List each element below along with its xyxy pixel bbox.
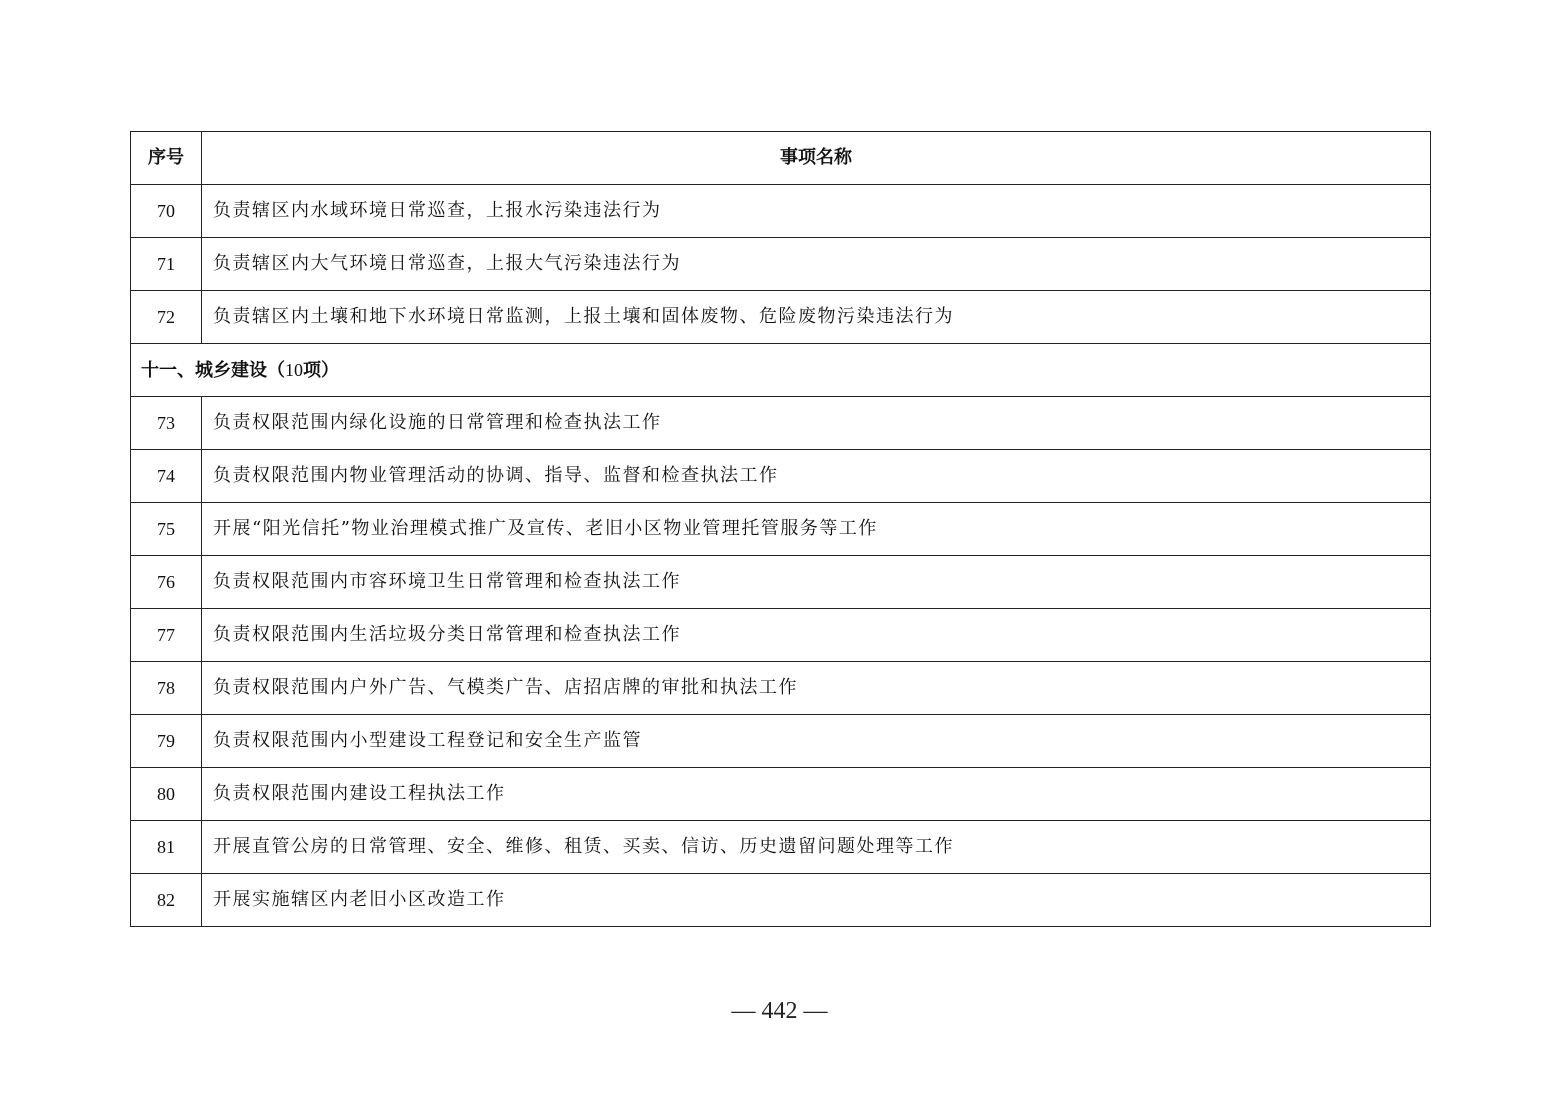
table-row <box>131 238 1431 291</box>
section-count: 10 <box>285 359 303 380</box>
table-row <box>131 185 1431 238</box>
row-name: 负责辖区内水域环境日常巡查，上报水污染违法行为 <box>202 185 1431 238</box>
row-name: 负责权限范围内小型建设工程登记和安全生产监管 <box>202 715 1431 768</box>
row-seq: 81 <box>131 821 202 874</box>
table-row <box>131 450 1431 503</box>
row-seq: 71 <box>131 238 202 291</box>
section-title <box>131 344 1431 397</box>
table-row <box>131 662 1431 715</box>
table-body <box>131 185 1431 927</box>
table-row <box>131 768 1431 821</box>
items-table <box>130 131 1431 927</box>
row-name: 负责权限范围内市容环境卫生日常管理和检查执法工作 <box>202 556 1431 609</box>
table-row <box>131 397 1431 450</box>
table-row <box>131 609 1431 662</box>
page-number: — 442 — <box>731 998 828 1024</box>
table-header-row <box>131 132 1431 185</box>
row-seq: 72 <box>131 291 202 344</box>
row-seq: 80 <box>131 768 202 821</box>
row-name: 负责辖区内土壤和地下水环境日常监测，上报土壤和固体废物、危险废物污染违法行为 <box>202 291 1431 344</box>
table-row <box>131 291 1431 344</box>
row-name: 负责权限范围内生活垃圾分类日常管理和检查执法工作 <box>202 609 1431 662</box>
row-name: 负责权限范围内物业管理活动的协调、指导、监督和检查执法工作 <box>202 450 1431 503</box>
table-row <box>131 556 1431 609</box>
row-name: 负责权限范围内户外广告、气模类广告、店招店牌的审批和执法工作 <box>202 662 1431 715</box>
table-row <box>131 715 1431 768</box>
row-seq: 77 <box>131 609 202 662</box>
row-seq: 76 <box>131 556 202 609</box>
row-seq: 78 <box>131 662 202 715</box>
row-name: 负责权限范围内建设工程执法工作 <box>202 768 1431 821</box>
header-name: 事项名称 <box>202 132 1431 185</box>
table-row <box>131 821 1431 874</box>
row-name: 负责权限范围内绿化设施的日常管理和检查执法工作 <box>202 397 1431 450</box>
table-row <box>131 874 1431 927</box>
header-seq: 序号 <box>131 132 202 185</box>
row-seq: 74 <box>131 450 202 503</box>
row-seq: 73 <box>131 397 202 450</box>
section-title-prefix: 十一、城乡建设（ <box>141 359 285 381</box>
row-name: 开展直管公房的日常管理、安全、维修、租赁、买卖、信访、历史遗留问题处理等工作 <box>202 821 1431 874</box>
section-title-suffix: 项） <box>303 359 339 381</box>
row-name: 开展“阳光信托”物业治理模式推广及宣传、老旧小区物业管理托管服务等工作 <box>202 503 1431 556</box>
table-row <box>131 503 1431 556</box>
row-seq: 82 <box>131 874 202 927</box>
row-name: 负责辖区内大气环境日常巡查，上报大气污染违法行为 <box>202 238 1431 291</box>
row-seq: 75 <box>131 503 202 556</box>
row-seq: 70 <box>131 185 202 238</box>
section-row <box>131 344 1431 397</box>
row-seq: 79 <box>131 715 202 768</box>
row-name: 开展实施辖区内老旧小区改造工作 <box>202 874 1431 927</box>
